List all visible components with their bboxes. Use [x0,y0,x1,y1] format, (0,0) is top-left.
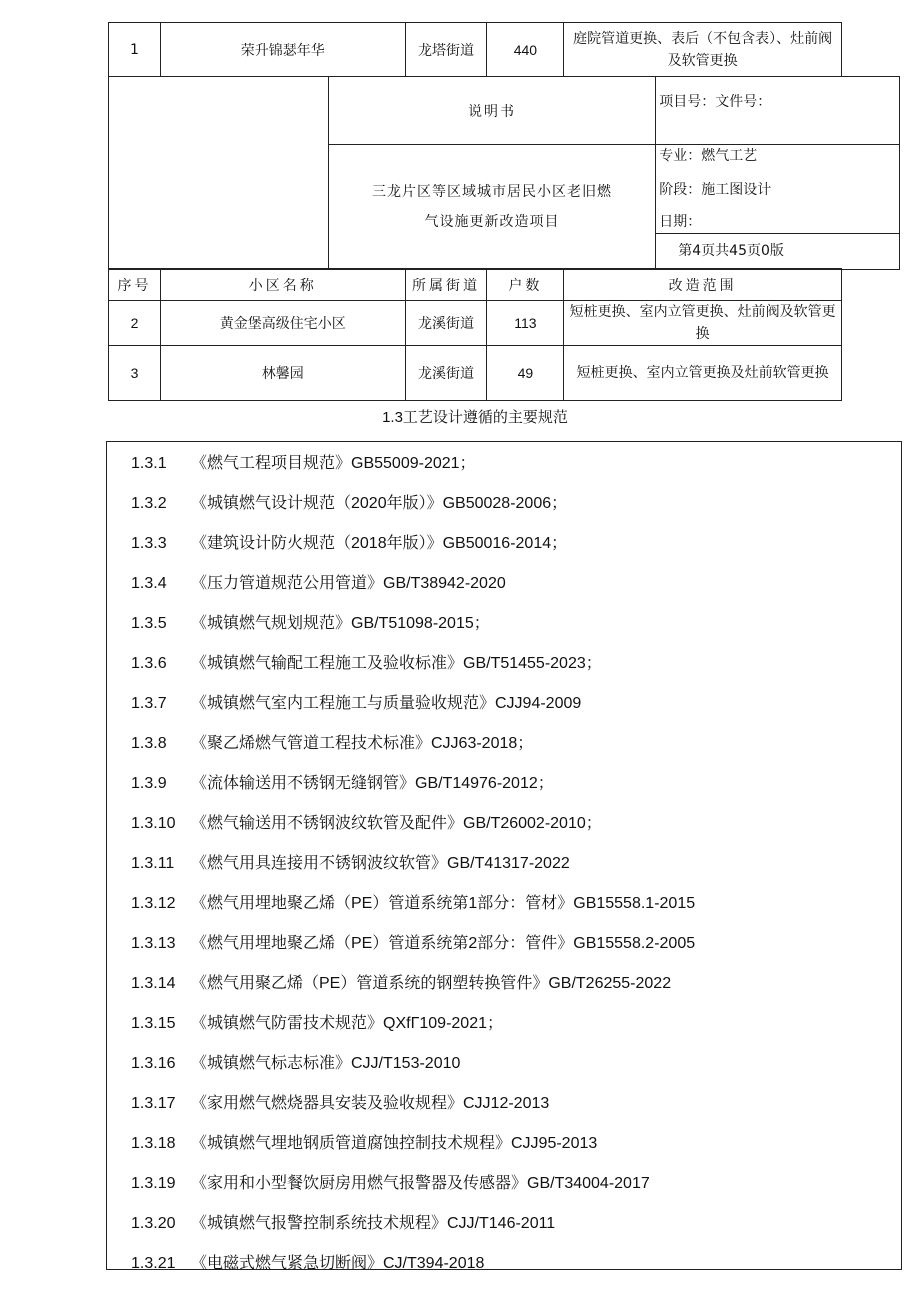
standard-title: 《燃气工程项目规范》GB55009-2021； [191,455,476,472]
standard-number: 1.3.21 [131,1255,176,1272]
row-index: 3 [109,346,161,401]
standard-item [131,1010,503,1033]
renovation-scope: 短桩更换、室内立管更换及灶前软管更换 [564,346,842,401]
standard-number: 1.3.14 [131,975,176,992]
standard-title: 《燃气用具连接用不锈钢波纹软管》GB/T41317-2022 [191,855,570,872]
standard-number: 1.3.13 [131,935,176,952]
community-table [108,268,842,401]
row-index: 1 [109,23,161,77]
standard-item [131,1170,650,1193]
date-field: 日期： [659,214,702,230]
row-index: 2 [109,301,161,346]
header-street: 所属街道 [405,269,487,301]
standard-title: 《流体输送用不锈钢无缝钢管》GB/T14976-2012； [191,775,554,792]
standard-title: 《燃气用埋地聚乙烯（PE）管道系统第1部分：管材》GB15558.1-2015 [191,895,696,912]
standard-title: 《电磁式燃气紧急切断阀》CJ/T394-2018 [191,1255,485,1272]
standard-title: 《城镇燃气报警控制系统技术规程》CJJ/T146-2011 [191,1215,556,1232]
specialty: 专业：燃气工艺 [659,148,758,164]
standard-number: 1.3.8 [131,735,167,752]
standards-list [106,441,902,1270]
street-name: 龙塔街道 [405,23,487,77]
standard-number: 1.3.1 [131,455,167,472]
renovation-scope: 短桩更换、室内立管更换、灶前阀及软管更换 [564,301,842,346]
street-name: 龙溪街道 [405,346,487,401]
standard-item [131,1210,555,1233]
standard-item [131,530,567,553]
standard-title: 《建筑设计防火规范（2018年版）》GB50016-2014； [191,535,568,552]
standard-number: 1.3.3 [131,535,167,552]
standard-title: 《压力管道规范公用管道》GB/T38942-2020 [191,575,506,592]
project-title-line-1: 三龙片区等区域城市居民小区老旧燃 [371,184,612,200]
standard-title: 《家用和小型餐饮厨房用燃气报警器及传感器》GB/T34004-2017 [191,1175,650,1192]
standard-item [131,690,581,713]
section-heading: 1.3工艺设计遵循的主要规范 [382,409,568,426]
standard-item [131,1050,460,1073]
standard-number: 1.3.12 [131,895,176,912]
standard-number: 1.3.11 [131,855,175,872]
standard-title: 《城镇燃气设计规范（2020年版）》GB50028-2006； [191,495,568,512]
project-number: 项目号：文件号： [656,77,900,145]
project-title [328,145,656,270]
street-name: 龙溪街道 [405,301,487,346]
standard-number: 1.3.19 [131,1175,176,1192]
standard-item [131,970,671,993]
standard-item [131,810,602,833]
doc-title: 说明书 [328,77,656,145]
standard-title: 《城镇燃气规划规范》GB/T51098-2015； [191,615,490,632]
standard-item [131,610,490,633]
standard-title: 《燃气输送用不锈钢波纹软管及配件》GB/T26002-2010； [191,815,602,832]
logo-area [109,77,329,270]
standard-number: 1.3.10 [131,815,176,832]
household-count: 49 [487,346,564,401]
standard-title: 《城镇燃气室内工程施工与质量验收规范》CJJ94-2009 [191,695,582,712]
table-row [109,23,842,77]
standard-item [131,490,567,513]
standard-title: 《聚乙烯燃气管道工程技术标准》CJJ63-2018； [191,735,534,752]
standard-title: 《燃气用聚乙烯（PE）管道系统的钢塑转换管件》GB/T26255-2022 [191,975,672,992]
standard-number: 1.3.18 [131,1135,176,1152]
standard-number: 1.3.16 [131,1055,176,1072]
standard-item [131,730,533,753]
standard-number: 1.3.4 [131,575,167,592]
standard-item [131,850,570,873]
page-info: 第4页共45页0版 [656,233,899,269]
community-name: 荣升锦瑟年华 [160,23,405,77]
standard-title: 《燃气用埋地聚乙烯（PE）管道系统第2部分：管件》GB15558.2-2005 [191,935,696,952]
standard-title: 《家用燃气燃烧器具安装及验收规程》CJJ12-2013 [191,1095,550,1112]
standard-number: 1.3.7 [131,695,167,712]
household-count: 113 [487,301,564,346]
standard-item [131,890,695,913]
standard-title: 《城镇燃气埋地钢质管道腐蚀控制技术规程》CJJ95-2013 [191,1135,598,1152]
header-name: 小区名称 [160,269,405,301]
standard-number: 1.3.2 [131,495,167,512]
standard-number: 1.3.9 [131,775,167,792]
table-row [109,346,842,401]
renovation-scope: 庭院管道更换、表后（不包含表）、灶前阀及软管更换 [564,23,842,77]
community-name: 黄金堡高级住宅小区 [160,301,405,346]
top-row-table [108,22,842,77]
table-header-row [109,269,842,301]
project-title-line-2: 气设施更新改造项目 [424,214,560,230]
standard-item [131,650,602,673]
project-meta [656,145,900,270]
design-stage: 阶段：施工图设计 [659,182,772,198]
standard-title: 《城镇燃气标志标准》CJJ/T153-2010 [191,1055,461,1072]
standard-item [131,1130,597,1153]
header-scope: 改造范围 [564,269,842,301]
standard-number: 1.3.17 [131,1095,176,1112]
standard-title: 《城镇燃气防雷技术规范》QXfΓ109-2021； [191,1015,503,1032]
standard-number: 1.3.15 [131,1015,176,1032]
standard-item [131,770,554,793]
standard-item [131,1090,549,1113]
title-block [108,76,900,270]
standard-title: 《城镇燃气输配工程施工及验收标准》GB/T51455-2023； [191,655,602,672]
household-count: 440 [487,23,564,77]
standard-item [131,930,695,953]
standard-number: 1.3.6 [131,655,167,672]
standard-item [131,450,476,473]
standard-item [131,1250,484,1273]
standard-item [131,570,506,593]
header-index: 序号 [109,269,161,301]
header-households: 户数 [487,269,564,301]
community-name: 林馨园 [160,346,405,401]
standard-number: 1.3.20 [131,1215,176,1232]
standard-number: 1.3.5 [131,615,167,632]
table-row [109,301,842,346]
